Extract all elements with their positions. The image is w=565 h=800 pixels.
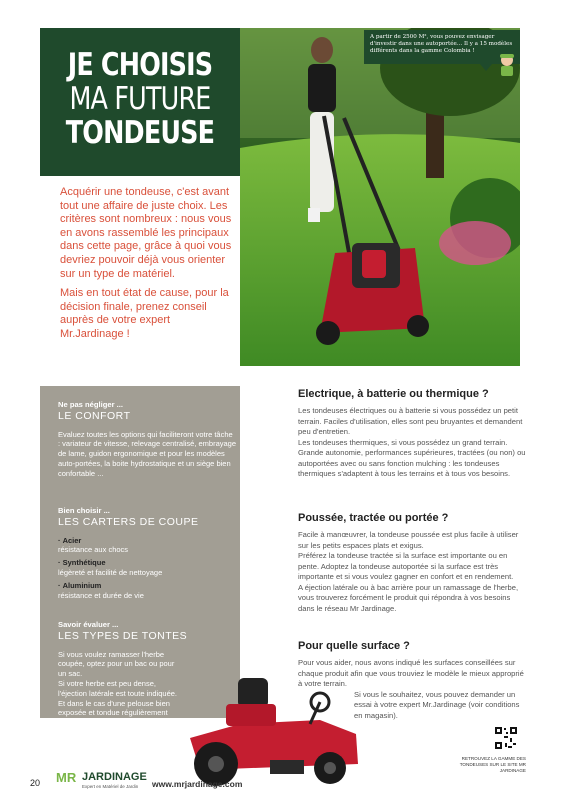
section-paragraph: Facile à manœuvrer, la tondeuse poussée est plus facile à utiliser sur les petits espaces plats et exigus. (298, 530, 519, 550)
section-paragraph: Pour vous aider, nous avons indiqué les surfaces conseillées sur chaque produit afin que vous trouviez le modèle le mieux approprié à votre terrain. (298, 658, 524, 688)
section-paragraph: Les tondeuses électriques ou à batterie si vous possédez un petit terrain. Faciles d'utilisation, elles sont peu bruyantes et demandent peu d'entretien. (298, 406, 523, 436)
intro-paragraph-2: Mais en tout état de cause, pour la décision finale, prenez conseil auprès de votre expert Mr.Jardinage ! (60, 287, 229, 340)
sidebar-item-title: · Synthétique (58, 558, 199, 568)
sidebar-item-title: · Acier (58, 536, 199, 546)
section-heading: Poussée, tractée ou portée ? (298, 512, 449, 524)
logo-name: JARDINAGE (82, 771, 147, 783)
section-paragraph: Préférez la tondeuse tractée si la surface est importante ou en pente. Adoptez la tondeuse autoportée si la surface est très importante et si vous voulez gagner en confort et en rendement. (298, 551, 514, 581)
sidebar-text: Si votre herbe est peu dense, l'éjection latérale est toute indiquée. (58, 678, 178, 698)
section-paragraph: Si vous le souhaitez, vous pouvez demander un essai à votre expert Mr.Jardinage (voir conditions en magasin). (354, 689, 520, 720)
sidebar-heading: LE CONFORT (58, 409, 131, 422)
sidebar-kicker: Bien choisir ... (58, 506, 110, 515)
callout-tail (480, 64, 492, 71)
logo-mark: MR (56, 770, 77, 785)
intro-paragraph-1: Acquérir une tondeuse, c'est avant tout une affaire de juste choix. Les critères sont nombreux : nous vous en avons rassemblé les principaux dans cette page, grâce à quoi vous devriez pouvoir déjà vous orienter sur un type de matériel. (60, 186, 232, 280)
title-line-2: MA FUTURE (69, 81, 211, 117)
page-number: 20 (30, 778, 41, 788)
qr-code-icon[interactable] (494, 726, 518, 750)
sidebar-kicker: Savoir évaluer ... (58, 620, 119, 629)
sidebar-section-carters (58, 506, 199, 603)
sidebar-heading: LES TYPES DE TONTES (58, 629, 188, 642)
section-paragraph: Les tondeuses thermiques, si vous possédez un grand terrain. Grande autonomie, performances supérieures, tractées (ou non) ou autoportées avec ou sans fonction mulching : les tondeuses thermiques s'adaptent à tous les terrains et à tous vos besoins. (298, 437, 526, 478)
hero-photo-woman-mowing (240, 28, 520, 366)
sidebar-text: Si vous voulez ramasser l'herbe coupée, optez pour un bac ou pour un sac. (58, 649, 175, 679)
website-link[interactable]: www.mrjardinage.com (152, 779, 243, 789)
sidebar-item-desc: résistance et durée de vie (58, 590, 144, 600)
speech-callout: A partir de 2500 M², vous pouvez envisager d'investir dans une autoportée... Il y a 15 modèles différents dans la gamme Colombia ! (364, 30, 520, 64)
mr-jardinage-logo[interactable] (56, 770, 146, 792)
qr-caption: RETROUVEZ LA GAMME DES TONDEUSES SUR LE SITE MR JARDINAGE (459, 756, 526, 773)
title-line-3: TONDEUSE (65, 115, 215, 151)
section-electrique (298, 388, 526, 480)
sidebar-item-title: · Aluminium (58, 581, 199, 591)
section-paragraph: A éjection latérale ou à bac arrière pour un ramassage de l'herbe, vous trouverez forcément le produit qui répondra à vos besoins dans le réseau Mr Jardinage. (298, 582, 519, 613)
ride-on-mower-image (180, 668, 370, 790)
sidebar-item-desc: légèreté et facilité de nettoyage (58, 567, 163, 577)
sidebar-kicker: Ne pas négliger ... (58, 400, 123, 409)
sidebar-section-tontes (58, 620, 187, 728)
page-title (40, 28, 240, 176)
gardener-mascot-icon (496, 52, 518, 76)
section-heading: Electrique, à batterie ou thermique ? (298, 388, 489, 400)
sidebar-text: Et dans le cas d'une pelouse bien exposée et tondue régulièrement ayez recours au mulching. (58, 698, 170, 728)
title-line-1: JE CHOISIS (67, 47, 213, 83)
sidebar-text: Evaluez toutes les options qui faciliteront votre tâche : variateur de vitesse, relevage centralisé, embrayage de lame, guidon ergonomique et pour les modèles auto-portées, la boite hydrostatique et un siège bien confortable ... (58, 429, 237, 478)
section-poussee (298, 512, 526, 614)
sidebar-item-desc: résistance aux chocs (58, 545, 129, 555)
logo-tagline: Expert en Matériel de Jardin (82, 784, 139, 789)
sidebar-section-confort (58, 400, 236, 479)
intro-text (60, 186, 232, 348)
sidebar-heading: LES CARTERS DE COUPE (58, 515, 199, 528)
section-heading: Pour quelle surface ? (298, 640, 410, 652)
